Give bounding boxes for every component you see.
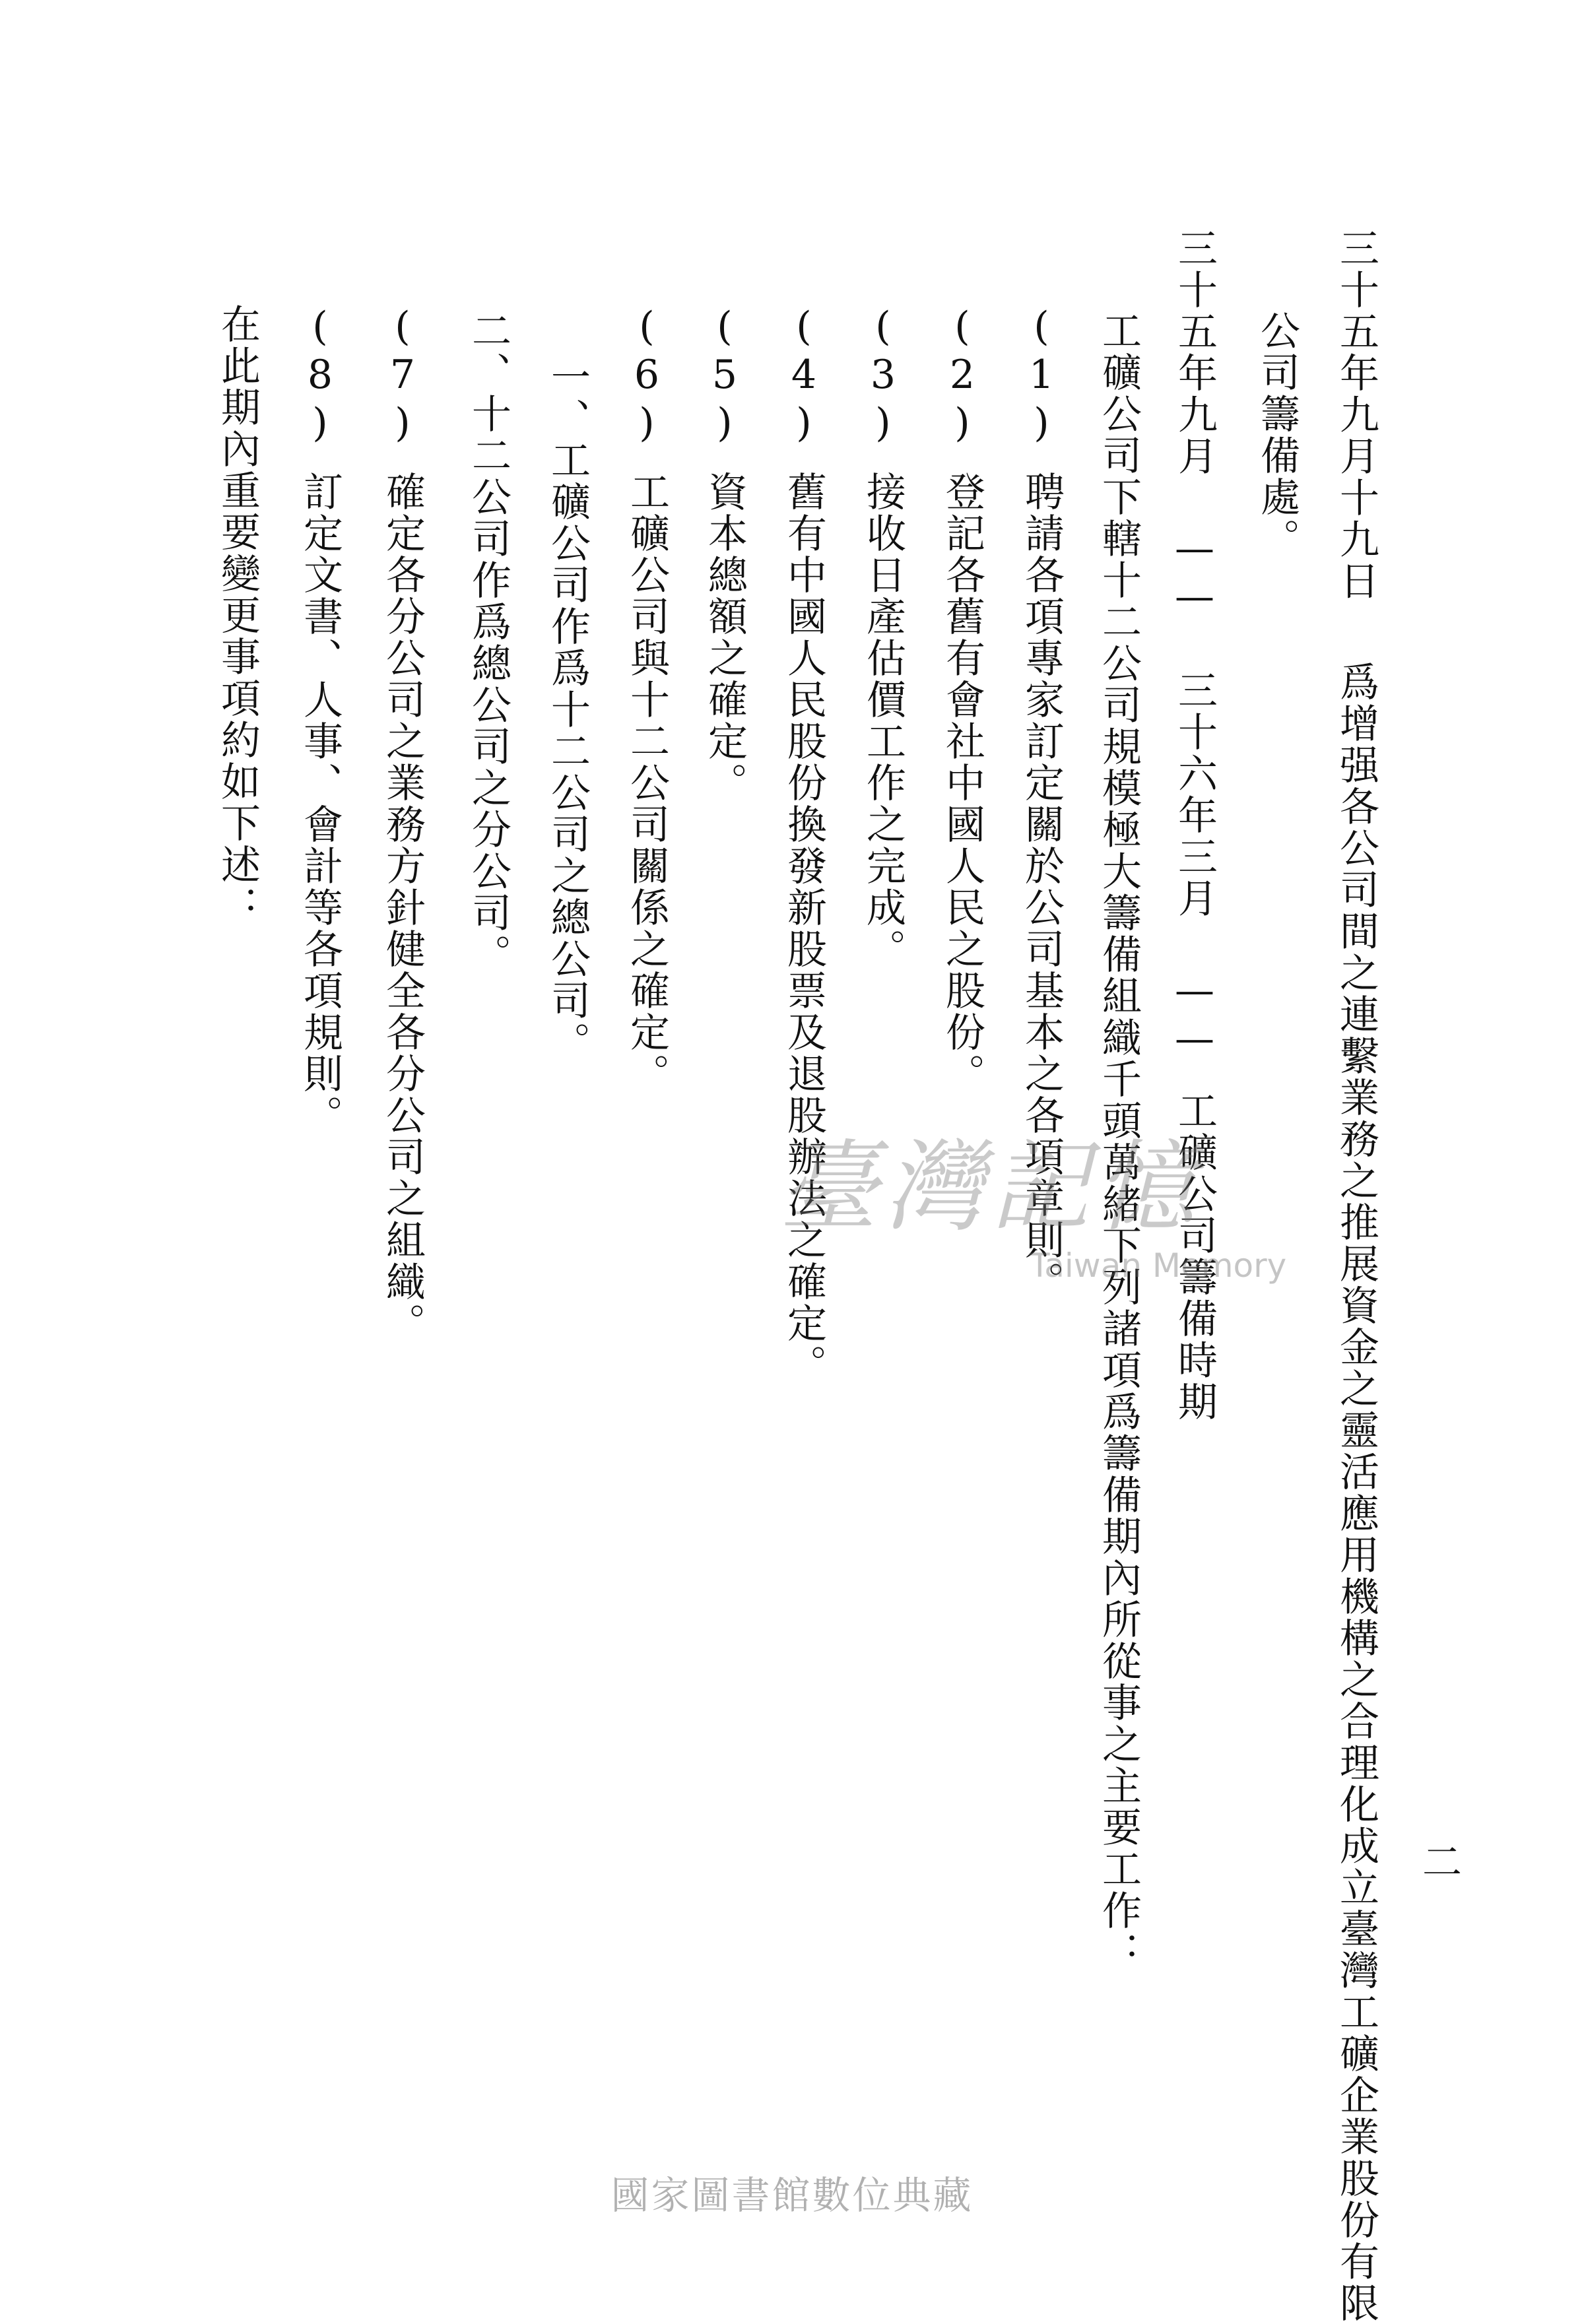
watermark-title: 臺灣記憶 [779, 1130, 1202, 1245]
period-date: 三十五年九月 —— 三十六年三月 —— [1172, 228, 1218, 1064]
list-item [380, 304, 426, 1344]
list-item [624, 304, 670, 1095]
list-item [939, 304, 985, 1095]
list-item [1018, 304, 1065, 1303]
sub-item-number: 二、 [465, 310, 512, 393]
item-text: 工礦公司與十二公司關係之確定。 [624, 471, 670, 1095]
item-number: (4) [781, 304, 827, 448]
item-number: (1) [1018, 304, 1065, 448]
item-text: 訂定文書、人事、會計等各項規則。 [297, 471, 343, 1136]
footer-collection-label: 國家圖書館數位典藏 [610, 2173, 974, 2218]
list-item [781, 304, 827, 1386]
item-number: (7) [380, 304, 426, 448]
item-number: (6) [624, 304, 670, 448]
sub-item-number: 一、 [544, 356, 591, 439]
title-date: 三十五年九月十九日 [1333, 228, 1379, 602]
item-number: (3) [860, 304, 906, 448]
period-text: 工礦公司籌備時期 [1172, 1090, 1218, 1423]
item-text: 接收日產估價工作之完成。 [860, 471, 906, 970]
item-text: 聘請各項專家訂定關於公司基本之各項章則。 [1018, 471, 1065, 1303]
page-number: 二 [1416, 1841, 1462, 1881]
sub-item-text: 十二公司作爲總公司之分公司。 [465, 393, 512, 975]
sub-item [544, 356, 591, 1063]
item-number: (2) [939, 304, 985, 448]
title-text: 爲增强各公司間之連繫業務之推展資金之靈活應用機構之合理化成立臺灣工礦企業股份有限 [1333, 661, 1379, 2324]
closing-text: 在此期內重要變更事項約如下述： [214, 304, 261, 927]
intro-text: 工礦公司下轄十二公司規模極大籌備組織千頭萬緒下列諸項爲籌備期內所從事之主要工作： [1096, 310, 1142, 1973]
period-line [1172, 228, 1218, 1423]
list-item [297, 304, 343, 1136]
item-number: (5) [702, 304, 748, 448]
list-item [702, 304, 748, 804]
item-number: (8) [297, 304, 343, 448]
watermark-subtitle: Taiwan Memory [1030, 1246, 1287, 1285]
item-text: 登記各舊有會社中國人民之股份。 [939, 471, 985, 1095]
title-continuation: 公司籌備處。 [1254, 310, 1300, 560]
item-text: 資本總額之確定。 [702, 471, 748, 804]
title-line [1333, 228, 1379, 2324]
list-item [860, 304, 906, 970]
sub-item-text: 工礦公司作爲十二公司之總公司。 [544, 439, 591, 1063]
item-text: 舊有中國人民股份換發新股票及退股辦法之確定。 [781, 471, 827, 1386]
sub-item [465, 310, 512, 975]
item-text: 確定各分公司之業務方針健全各分公司之組織。 [380, 471, 426, 1344]
